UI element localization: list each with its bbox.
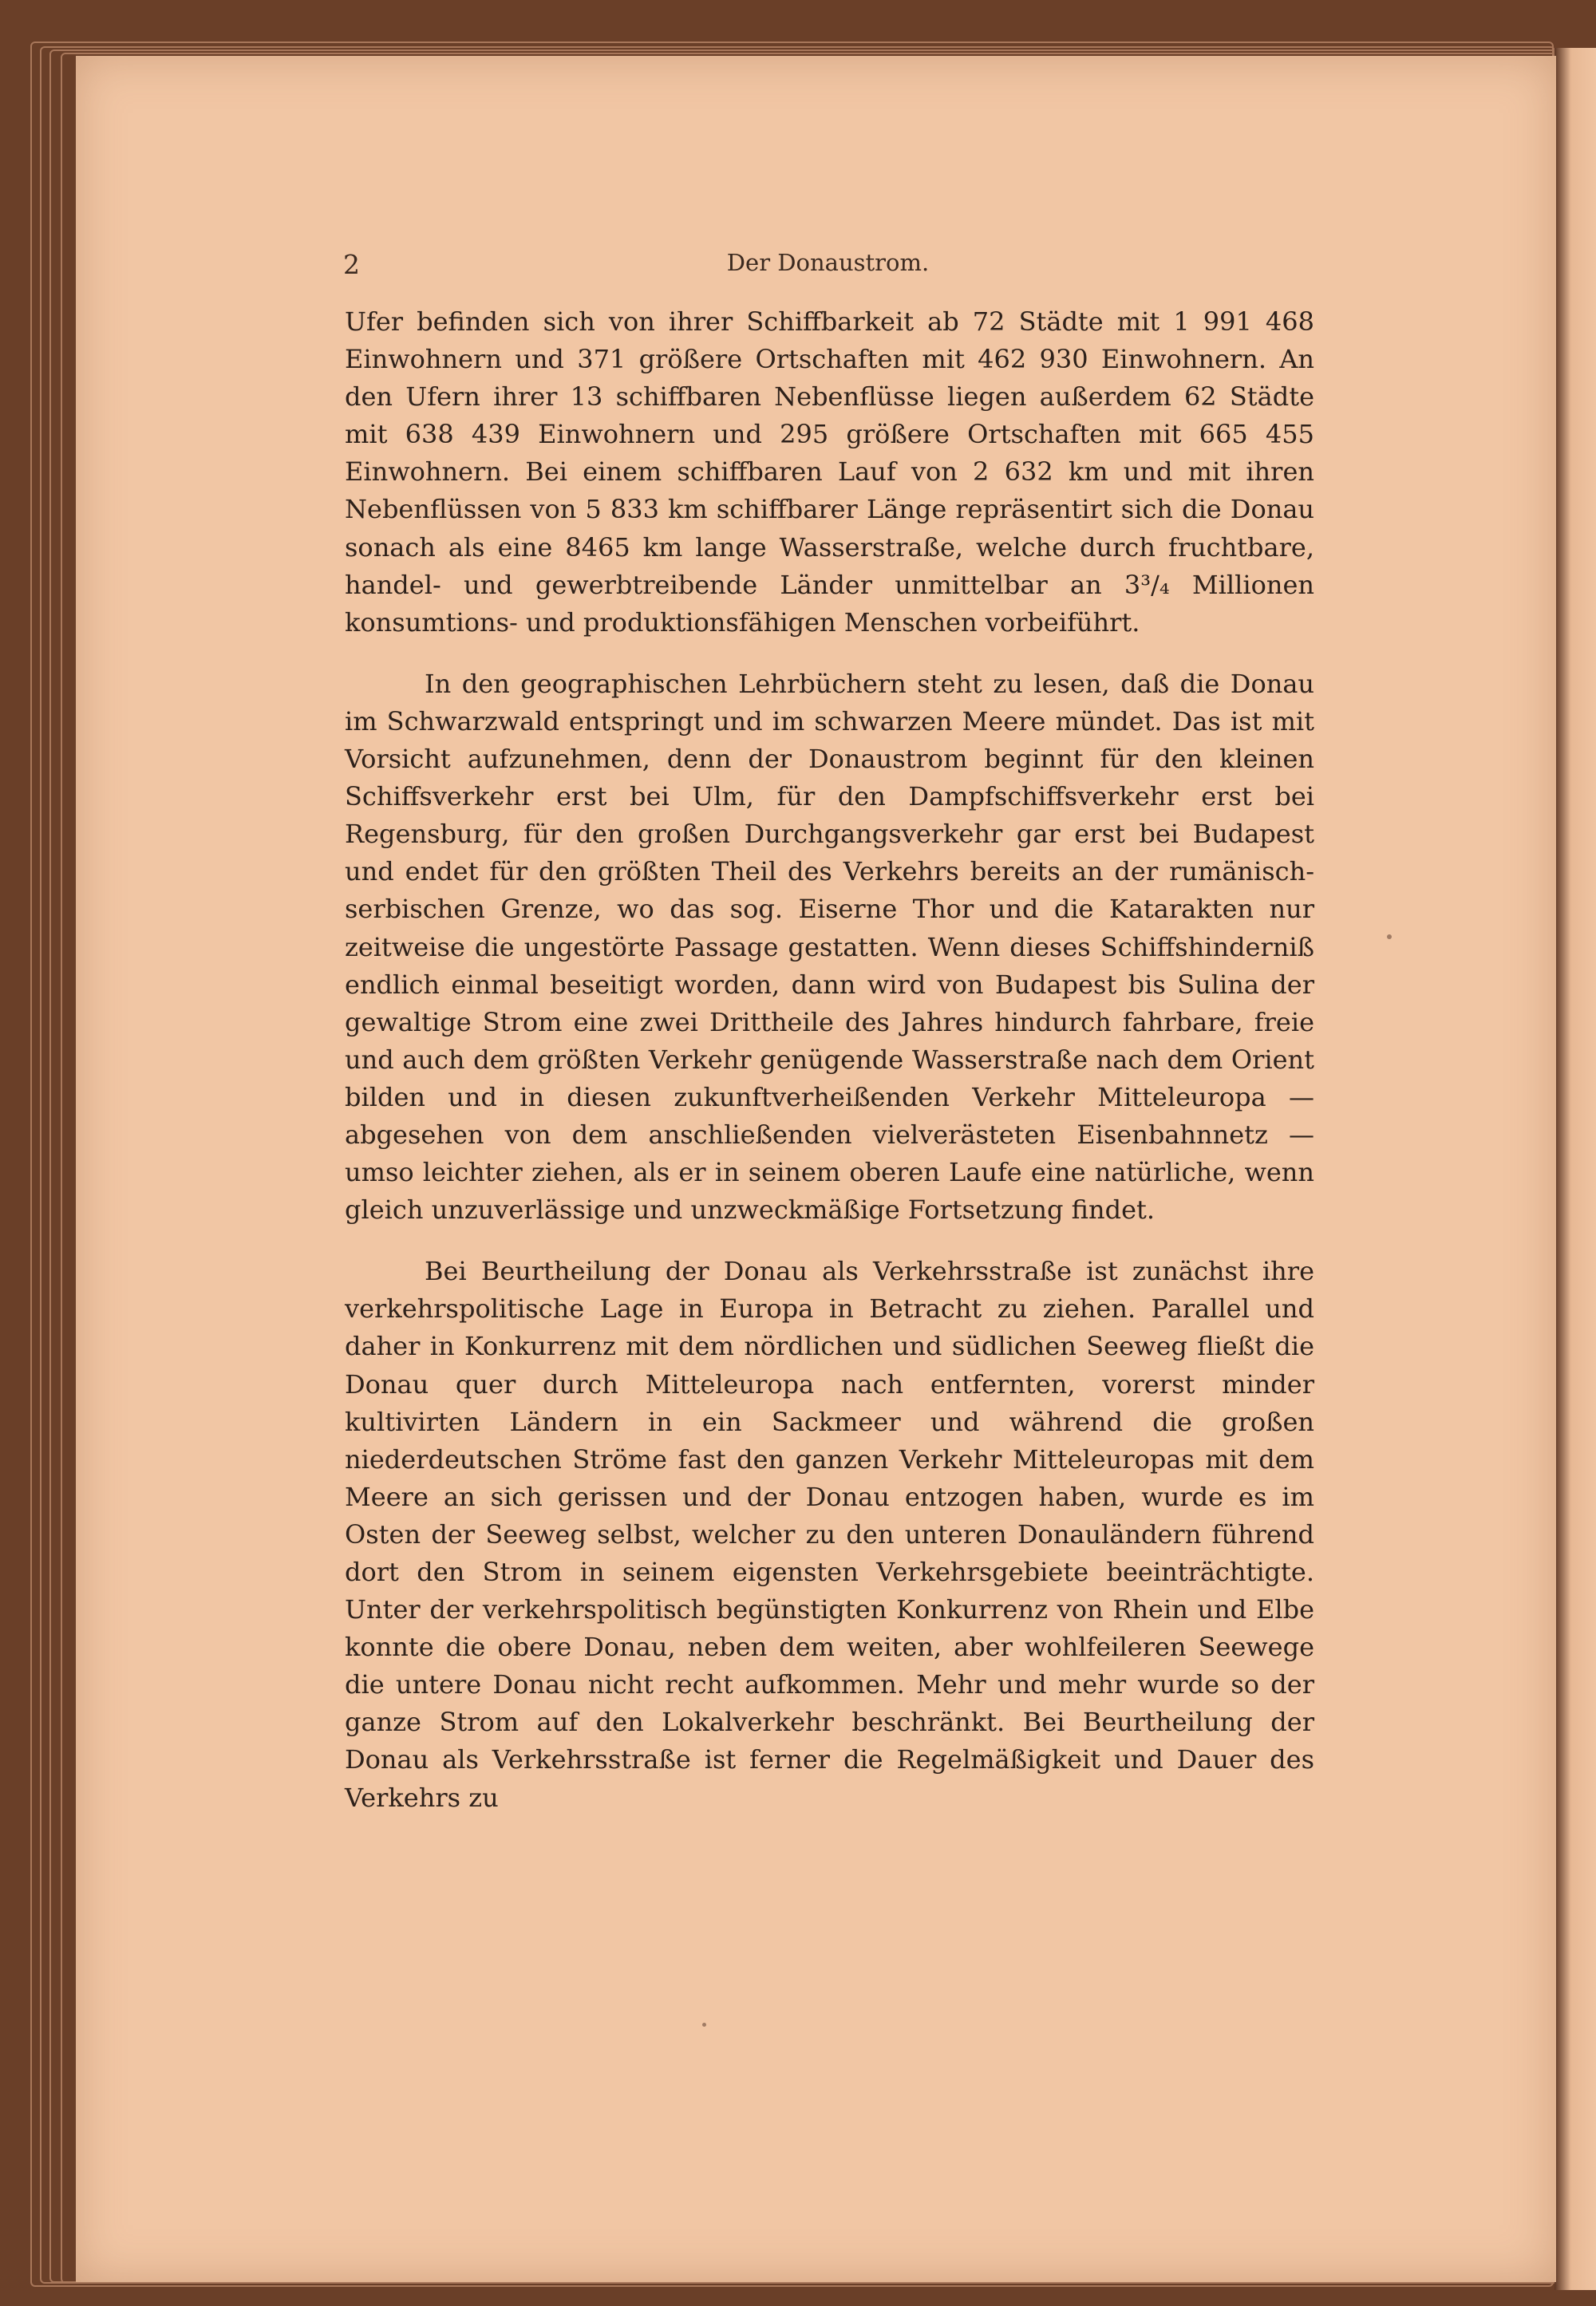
paragraph-3: Bei Beurtheilung der Donau als Verkehrsstraße ist zunächst ihre verkehrspolitische Lage in Europa in Betracht zu ziehen. Parallel und daher in Konkurrenz mit dem nördlichen und südlichen Seeweg fließt die Donau quer durch Mitteleuropa nach entfernten, vorerst minder kultivirten Ländern in ein Sackmeer und während die großen niederdeutschen Ströme fast den ganzen Verkehr Mitteleuropas mit dem Meere an sich gerissen und der Donau entzogen haben, wurde es im Osten der Seeweg selbst, welcher zu den unteren Donauländern führend dort den Strom in seinem eigensten Verkehrsgebiete beeinträchtigte. Unter der verkehrspolitisch begünstigten Konkurrenz von Rhein und Elbe konnte die obere Donau, neben dem weiten, aber wohlfeileren Seewege die untere Donau nicht recht aufkommen. Mehr und mehr wurde so der ganze Strom auf den Lokalverkehr beschränkt. Bei Beurtheilung der Donau als Verkehrsstraße ist ferner die Regelmäßigkeit und Dauer des Verkehrs zu <box>345 1256 1314 1813</box>
body-text <box>345 303 1314 1817</box>
page-number: 2 <box>343 249 360 280</box>
running-head <box>343 249 1313 281</box>
running-title: Der Donaustrom. <box>726 249 930 276</box>
ink-speck <box>1387 934 1392 939</box>
book-gutter <box>1555 48 1596 2290</box>
paragraph-1: Ufer befinden sich von ihrer Schiffbarkeit ab 72 Städte mit 1 991 468 Einwohnern und 371 größere Ortschaften mit 462 930 Einwohnern. An den Ufern ihrer 13 schiffbaren Nebenflüsse liegen außerdem 62 Städte mit 638 439 Einwohnern und 295 größere Ortschaften mit 665 455 Einwohnern. Bei einem schiffbaren Lauf von 2 632 km und mit ihren Nebenflüssen von 5 833 km schiffbarer Länge repräsentirt sich die Donau sonach als eine 8465 km lange Wasserstraße, welche durch fruchtbare, handel- und gewerbtreibende Länder unmittelbar an 3³/₄ Millionen konsumtions- und produktionsfähigen Menschen vorbeiführt. <box>345 306 1314 638</box>
paragraph-2: In den geographischen Lehrbüchern steht zu lesen, daß die Donau im Schwarzwald entspringt und im schwarzen Meere mündet. Das ist mit Vorsicht aufzunehmen, denn der Donaustrom beginnt für den kleinen Schiffsverkehr erst bei Ulm, für den Dampfschiffsverkehr erst bei Regensburg, für den großen Durchgangsverkehr gar erst bei Budapest und endet für den größten Theil des Verkehrs bereits an der rumänisch-serbischen Grenze, wo das sog. Eiserne Thor und die Katarakten nur zeitweise die ungestörte Passage gestatten. Wenn dieses Schiffshinderniß endlich einmal beseitigt worden, dann wird von Budapest bis Sulina der gewaltige Strom eine zwei Drittheile des Jahres hindurch fahrbare, freie und auch dem größten Verkehr genügende Wasserstraße nach dem Orient bilden und in diesen zukunftverheißenden Verkehr Mitteleuropa — abgesehen von dem anschließenden vielverästeten Eisenbahnnetz — umso leichter ziehen, als er in seinem oberen Laufe eine natürliche, wenn gleich unzuverlässige und unzweckmäßige Fortsetzung findet. <box>345 668 1314 1226</box>
ink-speck <box>702 2023 706 2027</box>
